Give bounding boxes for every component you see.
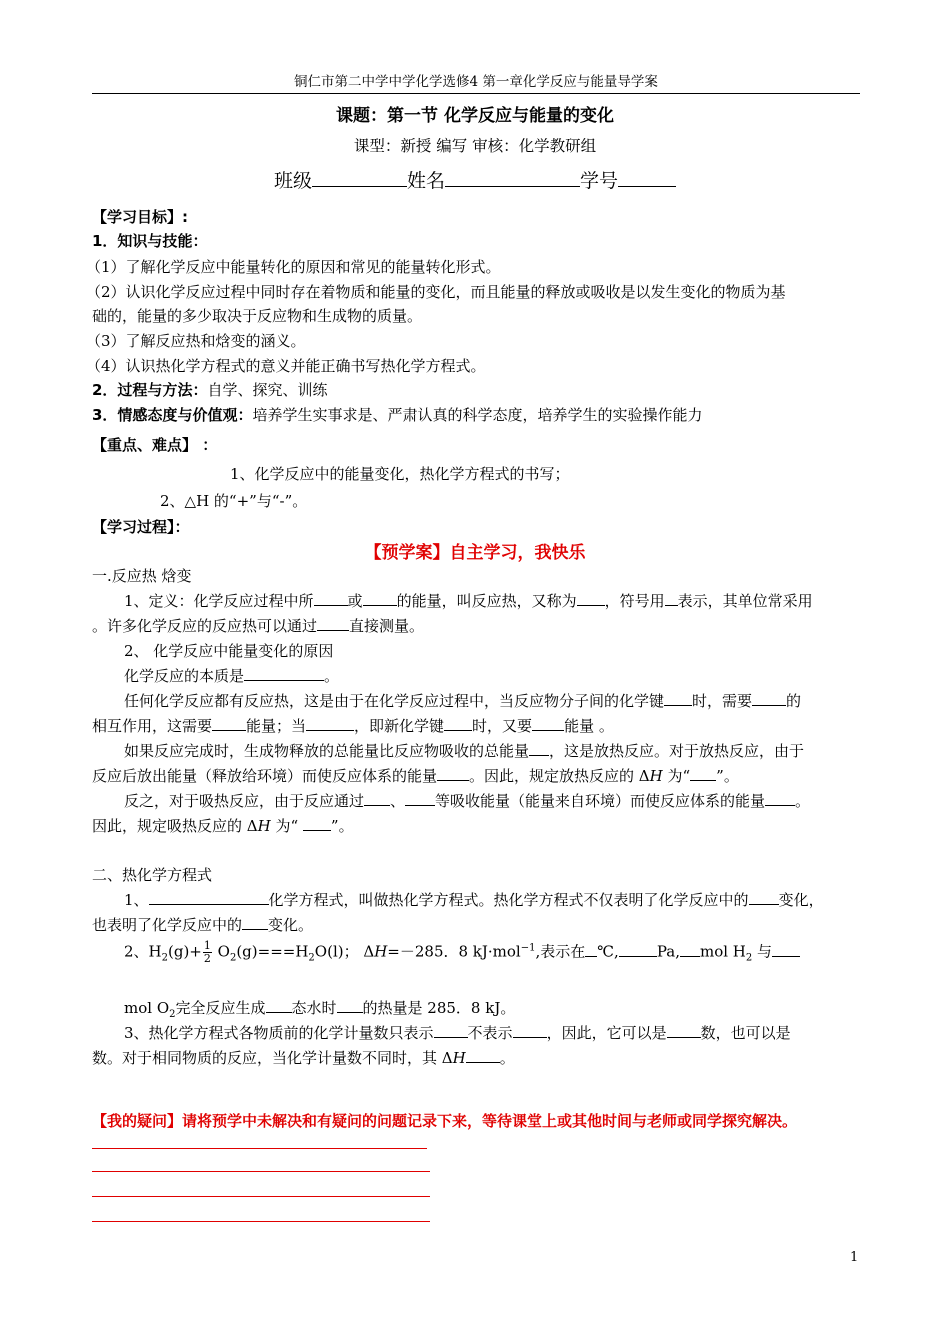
blank[interactable]	[363, 591, 397, 606]
blank[interactable]	[242, 915, 268, 930]
objectives-heading: 【学习目标】:	[92, 208, 188, 226]
keypoints-heading: 【重点、难点】 ：	[92, 436, 218, 454]
one-half-fraction: $\frac{1}{2}$	[203, 939, 211, 965]
exothermic-line-2: 反应后放出能量（释放给环境）而使反应体系的能量 。因此，规定放热反应的 ΔH 为“ ”。	[92, 767, 739, 785]
blank[interactable]	[306, 716, 354, 731]
blank[interactable]	[437, 766, 469, 781]
coefficient-line: 3、热化学方程式各物质前的化学计量数只表示 不表示 ，因此，它可以是 数，也可以是	[124, 1024, 791, 1042]
equation-line: 2、$H_2(g)+$ $\frac{1}{2}$ $O_2(g)===H_2O(l)$； ΔH=－285．8 kJ·mol$^{-1}$,表示在 ℃, Pa, mol $H_2$ 与	[124, 940, 800, 965]
blank[interactable]	[303, 816, 331, 831]
blank[interactable]	[690, 766, 716, 781]
blank[interactable]	[749, 890, 779, 905]
blank[interactable]	[752, 691, 786, 706]
blank[interactable]	[314, 591, 348, 606]
blank[interactable]	[405, 791, 435, 806]
blank[interactable]	[266, 998, 292, 1013]
endothermic-line: 反之，对于吸热反应，由于反应通过 、 等吸收能量（能量来自环境）而使反应体系的能量 。	[124, 792, 811, 810]
blank[interactable]	[772, 942, 800, 957]
name-blank[interactable]	[445, 172, 580, 187]
thermo-def-line: 1、 化学方程式，叫做热化学方程式。热化学方程式不仅表明了化学反应中的 变化，	[124, 891, 824, 909]
class-label: 班级	[273, 170, 312, 192]
blank[interactable]	[585, 942, 597, 957]
blank[interactable]	[664, 691, 692, 706]
blank[interactable]	[444, 716, 472, 731]
keypoint-2: 2、△H 的“+”与“-”。	[160, 492, 308, 510]
running-header: 铜仁市第二中学中学化学选修4 第一章化学反应与能量导学案	[92, 70, 860, 94]
any-reaction-line-2: 相互作用，这需要 能量；当 ，即新化学键 时，又要 能量 。	[92, 717, 614, 735]
blank[interactable]	[212, 716, 246, 731]
number-label: 学号	[580, 170, 619, 192]
blank[interactable]	[337, 998, 363, 1013]
blank[interactable]	[317, 616, 349, 631]
number-blank[interactable]	[618, 172, 676, 187]
blank[interactable]	[149, 890, 269, 905]
blank[interactable]	[532, 716, 564, 731]
reason-heading: 2、 化学反应中能量变化的原因	[124, 642, 334, 660]
blank[interactable]	[244, 666, 324, 681]
objective-process: 2．过程与方法：自学、探究、训练	[92, 381, 328, 399]
knowledge-heading: 1．知识与技能：	[92, 232, 208, 250]
question-answer-line[interactable]	[92, 1148, 427, 1149]
blank[interactable]	[765, 791, 795, 806]
blank[interactable]	[667, 1023, 701, 1038]
coefficient-line-2: 数。对于相同物质的反应，当化学计量数不同时，其 ΔH 。	[92, 1049, 515, 1067]
any-reaction-line: 任何化学反应都有反应热，这是由于在化学反应过程中，当反应物分子间的化学键 时，需要 的	[124, 692, 802, 710]
my-questions-prompt: 【我的疑问】请将预学中未解决和有疑问的问题记录下来，等待课堂上或其他时间与老师或同学探究解决。	[92, 1112, 798, 1130]
process-heading: 【学习过程】：	[92, 518, 190, 536]
pre-study-title: 【预学案】自主学习，我快乐	[364, 543, 586, 563]
blank[interactable]	[434, 1023, 468, 1038]
question-answer-line[interactable]	[92, 1221, 430, 1222]
lesson-meta: 课型：新授 编写 审核：化学教研组	[353, 137, 597, 155]
blank[interactable]	[529, 741, 549, 756]
definition-line: 1、定义：化学反应过程中所 或 的能量，叫反应热，又称为 ，符号用 表示，其单位常采用	[124, 592, 813, 610]
question-answer-line[interactable]	[92, 1196, 430, 1197]
objective-emotion: 3．情感态度与价值观：培养学生实事求是、严肃认真的科学态度，培养学生的实验操作能力	[92, 406, 703, 424]
class-blank[interactable]	[312, 172, 407, 187]
blank[interactable]	[619, 942, 657, 957]
keypoint-1: 1、化学反应中的能量变化，热化学方程式的书写；	[230, 465, 570, 483]
objective-k1: （1）了解化学反应中能量转化的原因和常见的能量转化形式。	[86, 258, 501, 276]
equation-line-2: mol $O_2$完全反应生成 态水时 的热量是 285．8 kJ。	[124, 999, 516, 1020]
blank[interactable]	[364, 791, 390, 806]
student-info-line	[0, 166, 950, 193]
objective-k2-line1: （2）认识化学反应过程中同时存在着物质和能量的变化，而且能量的释放或吸收是以发生变化的物质为基	[86, 283, 786, 301]
essence-line: 化学反应的本质是 。	[124, 667, 340, 685]
exothermic-line: 如果反应完成时，生成物释放的总能量比反应物吸收的总能量 ，这是放热反应。对于放热反应，由于	[124, 742, 805, 760]
question-answer-line[interactable]	[92, 1171, 430, 1172]
section1-heading: 一.反应热 焓变	[92, 567, 192, 585]
definition-line-2: 。许多化学反应的反应热可以通过 直接测量。	[92, 617, 425, 635]
page-number: 1	[850, 1250, 859, 1265]
endothermic-line-2: 因此，规定吸热反应的 ΔH 为“ ”。	[92, 817, 354, 835]
lesson-title: 课题：第一节 化学反应与能量的变化	[336, 106, 614, 126]
thermo-def-line-2: 也表明了化学反应中的 变化。	[92, 916, 314, 934]
objective-k2-line2: 础的，能量的多少取决于反应物和生成物的质量。	[92, 307, 423, 325]
blank[interactable]	[680, 942, 700, 957]
blank[interactable]	[466, 1048, 500, 1063]
section2-heading: 二、热化学方程式	[92, 866, 213, 884]
blank[interactable]	[513, 1023, 547, 1038]
objective-k4: （4）认识热化学方程式的意义并能正确书写热化学方程式。	[86, 357, 486, 375]
blank[interactable]	[665, 591, 678, 606]
name-label: 姓名	[406, 170, 445, 192]
blank[interactable]	[577, 591, 605, 606]
objective-k3: （3）了解反应热和焓变的涵义。	[86, 332, 306, 350]
